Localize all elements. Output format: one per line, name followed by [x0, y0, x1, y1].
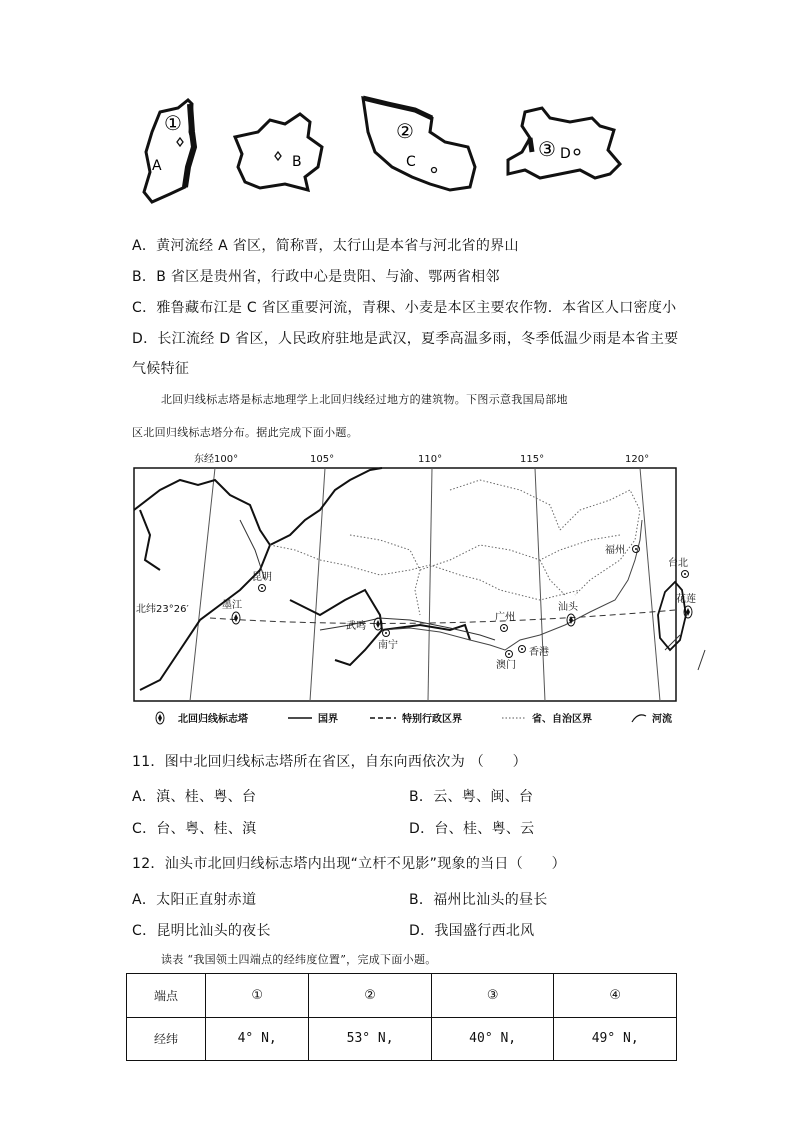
q12-option-b: B．福州比汕头的昼长 [409, 892, 548, 908]
svg-text:广州: 广州 [495, 612, 515, 623]
tropic-cancer-map [120, 450, 696, 730]
province-borders [270, 480, 640, 615]
lon-label-110: 110° [418, 454, 443, 465]
city-wuming [346, 618, 382, 632]
city-macau [496, 651, 516, 672]
national-border [134, 468, 470, 690]
table-row [127, 974, 677, 1018]
legend-province: 省、自治区界 [532, 714, 592, 725]
city-kunming [252, 571, 272, 592]
intro-line-2: 区北回归线标志塔分布。据此完成下面小题。 [132, 426, 358, 439]
q10-option-d: D．长江流经 D 省区，人民政府驻地是武汉，夏季高温多雨，冬季低温少雨是本省主要 [132, 331, 679, 347]
province-c-letter: C [406, 154, 416, 170]
endpoint-table [126, 973, 677, 1061]
q12-option-a: A．太阳正直射赤道 [132, 892, 257, 908]
table-cell: ① [206, 974, 309, 1018]
table-cell: ② [309, 974, 432, 1018]
table-cell: ④ [554, 974, 677, 1018]
lon-label-105: 105° [310, 454, 335, 465]
q11-option-d: D．台、桂、粤、云 [409, 821, 535, 837]
rivers [240, 520, 705, 670]
svg-text:汕头: 汕头 [558, 602, 578, 613]
province-d-letter: D [560, 146, 571, 162]
city-hongkong [519, 645, 550, 658]
lon-label-120: 120° [625, 454, 650, 465]
table-row [127, 1017, 677, 1061]
province-d-outline [508, 108, 620, 178]
province-a-letter: A [152, 158, 162, 174]
q12-option-c: C．昆明比汕头的夜长 [132, 923, 271, 939]
q12-stem: 12．汕头市北回归线标志塔内出现“立杆不见影”现象的当日（ ） [132, 856, 566, 872]
province-a-number: ① [164, 111, 182, 135]
legend-tower: 北回归线标志塔 [178, 714, 248, 725]
q11-option-c: C．台、粤、桂、滇 [132, 821, 257, 837]
province-b-letter: B [292, 154, 302, 170]
map-legend [156, 712, 672, 725]
q10-option-a: A．黄河流经 A 省区，简称晋，太行山是本省与河北省的界山 [132, 238, 519, 254]
city-nanning [378, 630, 398, 652]
table-cell: 经纬 [127, 1017, 206, 1061]
province-c-outline [363, 98, 475, 190]
q10-option-b: B．B 省区是贵州省，行政中心是贵阳、与渝、鄂两省相邻 [132, 269, 500, 285]
city-fuzhou [605, 543, 640, 556]
svg-text:墨江: 墨江 [222, 600, 242, 611]
province-b-outline [235, 114, 322, 190]
city-mojiang [222, 599, 242, 624]
q11-option-a: A．滇、桂、粤、台 [132, 789, 257, 805]
svg-text:武鸣: 武鸣 [346, 621, 366, 632]
legend-national: 国界 [318, 714, 338, 725]
svg-text:昆明: 昆明 [252, 572, 272, 583]
table-cell: 40° N, [431, 1017, 554, 1061]
svg-text:台北: 台北 [668, 558, 688, 569]
lat-label: 北纬23°26′ [136, 604, 189, 615]
svg-text:香港: 香港 [529, 647, 549, 658]
table-cell: 4° N, [206, 1017, 309, 1061]
svg-text:福州: 福州 [605, 545, 625, 556]
table-intro: 读表 “我国领土四端点的经纬度位置”，完成下面小题。 [161, 953, 437, 966]
city-shantou [558, 600, 579, 626]
svg-text:花莲: 花莲 [676, 594, 696, 605]
q11-stem: 11．图中北回归线标志塔所在省区，自东向西依次为 （ ） [132, 754, 527, 770]
table-cell: ③ [431, 974, 554, 1018]
q11-option-b: B．云、粤、闽、台 [409, 789, 534, 805]
city-guangzhou [495, 610, 515, 632]
province-a-outline [144, 100, 194, 202]
table-cell: 端点 [127, 974, 206, 1018]
lon-label-115: 115° [520, 454, 545, 465]
q10-option-c: C．雅鲁藏布江是 C 省区重要河流，青稞、小麦是本区主要农作物．本省区人口密度小 [132, 300, 677, 316]
table-cell: 53° N, [309, 1017, 432, 1061]
province-outlines-figure [130, 92, 650, 207]
table-cell: 49° N, [554, 1017, 677, 1061]
map-frame [134, 468, 676, 701]
taiwan-outline [658, 582, 686, 650]
legend-river: 河流 [652, 714, 672, 725]
city-taipei [668, 556, 689, 578]
coastline [382, 520, 642, 650]
legend-sar: 特别行政区界 [402, 714, 462, 725]
lon-label-100: 东经100° [194, 454, 239, 465]
tropic-line [210, 610, 675, 623]
svg-text:南宁: 南宁 [378, 640, 398, 651]
province-c-number: ② [396, 119, 414, 143]
q10-option-d-cont: 气候特征 [132, 361, 190, 377]
svg-text:澳门: 澳门 [496, 660, 516, 671]
province-d-number: ③ [538, 137, 556, 161]
q12-option-d: D．我国盛行西北风 [409, 923, 535, 939]
intro-line-1: 北回归线标志塔是标志地理学上北回归线经过地方的建筑物。下图示意我国局部地 [161, 393, 568, 406]
